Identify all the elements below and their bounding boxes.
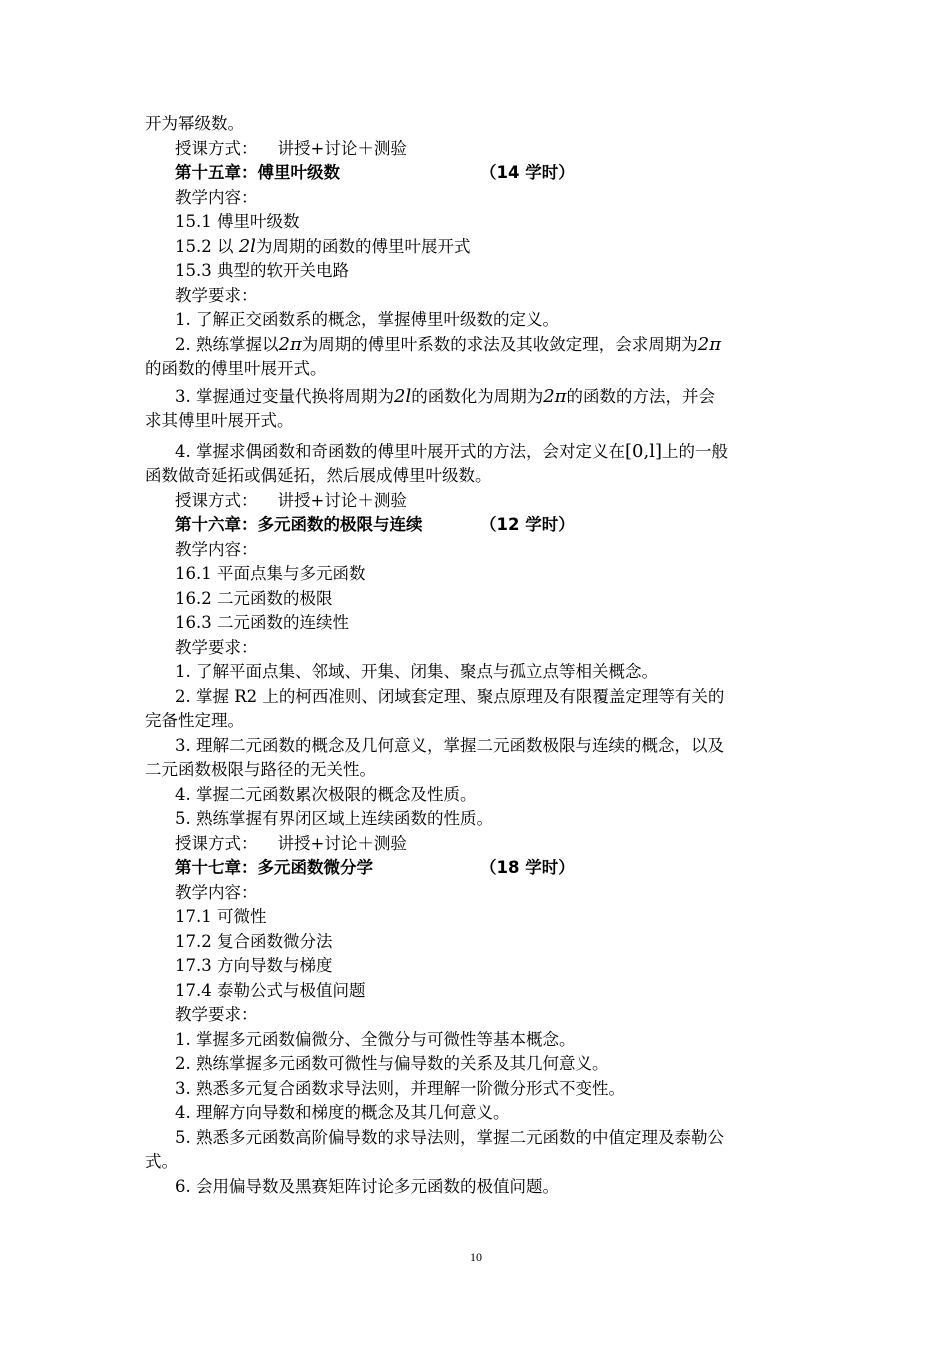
requirement-item: 6. 会用偏导数及黑赛矩阵讨论多元函数的极值问题。 [175,1176,559,1196]
chapter-title: 第十六章：多元函数的极限与连续 [175,515,423,534]
requirement-item: 4. 掌握二元函数累次极限的概念及性质。 [175,784,477,804]
section-item [145,235,810,260]
mode-value: 讲授+讨论＋测验 [277,490,407,510]
requirements-label: 教学要求： [175,637,258,657]
chapter-hours: （14 学时） [480,163,575,182]
requirement-continuation: 的函数的傅里叶展开式。 [145,359,327,378]
page-number: 10 [470,1250,482,1264]
chapter-17-heading [145,856,810,881]
requirement-item: 2. 熟练掌握多元函数可微性与偏导数的关系及其几何意义。 [175,1054,609,1073]
requirements-label: 教学要求： [175,285,258,305]
content-label: 教学内容： [175,187,258,207]
math-formula: 2l [394,385,412,407]
text-span: 为周期的函数的傅里叶展开式 [255,236,471,256]
requirement-item: 3. 熟悉多元复合函数求导法则，并理解一阶微分形式不变性。 [175,1078,625,1098]
section-item: 17.2 复合函数微分法 [175,931,333,951]
document-page [145,112,810,1199]
math-formula: 2l [238,235,256,257]
requirement-item: 1. 掌握多元函数偏微分、全微分与可微性等基本概念。 [175,1029,576,1049]
section-item: 15.1 傅里叶级数 [175,212,300,231]
requirement-item [145,333,810,358]
requirement-item: 4. 理解方向导数和梯度的概念及其几何意义。 [175,1103,510,1122]
chapter-15-heading [145,161,810,186]
section-item: 16.3 二元函数的连续性 [175,613,349,632]
requirement-item: 1. 了解正交函数系的概念，掌握傅里叶级数的定义。 [175,310,559,329]
mode-value: 讲授+讨论＋测验 [277,138,407,158]
section-item: 17.3 方向导数与梯度 [175,956,333,975]
math-formula: 2π [543,385,567,407]
chapter-hours: （12 学时） [480,515,575,534]
requirement-item: 5. 熟练掌握有界闭区域上连续函数的性质。 [175,809,493,828]
requirement-item [145,440,810,465]
section-item: 17.4 泰勒公式与极值问题 [175,980,366,1000]
math-formula: [0,l] [625,440,662,462]
text-span: 的函数化为周期为 [411,386,544,406]
requirement-item: 1. 了解平面点集、邻域、开集、闭集、聚点与孤立点等相关概念。 [175,662,658,681]
text-line: 开为幂级数。 [145,114,244,133]
section-item: 16.1 平面点集与多元函数 [175,564,366,583]
requirement-item: 3. 理解二元函数的概念及几何意义，掌握二元函数极限与连续的概念，以及 [175,735,724,755]
section-item: 17.1 可微性 [175,907,267,926]
mode-value: 讲授+讨论＋测验 [277,833,407,853]
chapter-16-heading [145,513,810,538]
text-span: 15.2 以 [175,236,234,256]
section-item: 15.3 典型的软开关电路 [175,261,349,280]
teaching-mode [145,832,810,857]
mode-label: 授课方式： [175,138,258,158]
requirement-item [145,385,810,410]
requirement-item: 2. 掌握 R2 上的柯西准则、闭域套定理、聚点原理及有限覆盖定理等有关的 [175,686,725,706]
requirement-continuation: 完备性定理。 [145,711,244,730]
math-formula: 2π [278,333,302,355]
requirements-label: 教学要求： [175,1005,258,1024]
text-span: 2. 熟练掌握以 [175,334,279,354]
chapter-title: 第十五章：傅里叶级数 [175,163,340,182]
requirement-continuation: 二元函数极限与路径的无关性。 [145,760,376,779]
section-item: 16.2 二元函数的极限 [175,588,333,608]
content-label: 教学内容： [175,539,258,559]
text-span: 上的一般 [661,441,728,461]
math-formula: 2π [697,333,722,355]
text-span: 3. 掌握通过变量代换将周期为 [175,386,394,406]
requirement-continuation: 求其傅里叶展开式。 [145,411,294,430]
text-span: 的函数的方法，并会 [566,386,716,406]
requirement-continuation: 函数做奇延拓或偶延拓，然后展成傅里叶级数。 [145,466,492,485]
mode-label: 授课方式： [175,833,258,853]
requirement-continuation: 式。 [145,1152,178,1171]
chapter-hours: （18 学时） [480,858,575,877]
teaching-mode [145,137,810,162]
text-span: 为周期的傅里叶系数的求法及其收敛定理，会求周期为 [301,334,698,354]
mode-label: 授课方式： [175,490,258,510]
chapter-title: 第十七章：多元函数微分学 [175,858,373,877]
requirement-item: 5. 熟悉多元函数高阶偏导数的求导法则，掌握二元函数的中值定理及泰勒公 [175,1127,724,1147]
text-span: 4. 掌握求偶函数和奇函数的傅里叶展开式的方法，会对定义在 [175,441,625,461]
content-label: 教学内容： [175,882,258,902]
teaching-mode [145,489,810,514]
